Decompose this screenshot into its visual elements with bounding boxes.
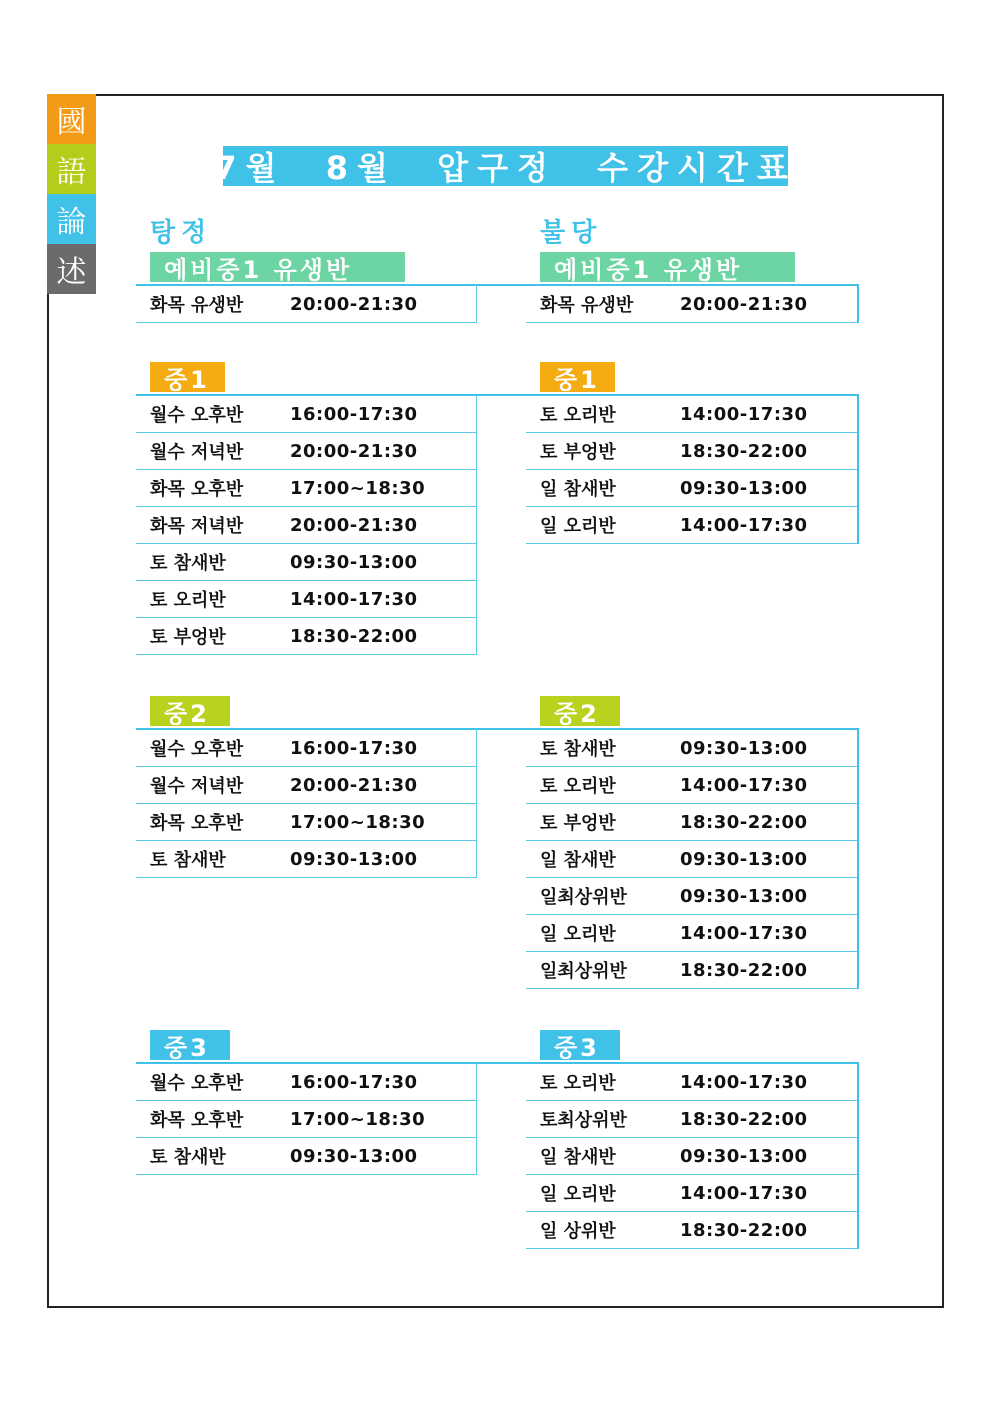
class-time: 18:30-22:00 [680,440,808,462]
schedule-row [136,286,476,323]
class-time: 16:00-17:30 [290,737,418,759]
branch-right-title: 불당 [540,218,603,248]
schedule-row [526,767,857,804]
schedule-row [526,952,857,989]
class-name: 화목 유생반 [150,295,244,316]
class-time: 14:00-17:30 [680,774,808,796]
class-name: 토 부엉반 [540,813,616,834]
logo-char-3: 論 [47,194,96,244]
label-g2-right: 중2 [540,696,620,726]
class-time: 18:30-22:00 [680,1108,808,1130]
class-name: 화목 저녁반 [150,516,244,537]
class-time: 20:00-21:30 [290,440,418,462]
class-name: 토 참새반 [150,553,226,574]
logo-char-2: 語 [47,144,96,194]
class-name: 월수 오후반 [150,1073,244,1094]
logo-char-4: 述 [47,244,96,294]
class-time: 18:30-22:00 [680,811,808,833]
class-name: 토 부엉반 [150,627,226,648]
table-g3-right [526,1062,859,1249]
class-name: 토최상위반 [540,1110,627,1131]
schedule-row [526,396,857,433]
label-pre-left: 예비중1 유생반 [150,252,405,282]
class-name: 토 부엉반 [540,442,616,463]
class-name: 월수 저녁반 [150,776,244,797]
schedule-row [526,915,857,952]
schedule-row [526,878,857,915]
schedule-row [526,841,857,878]
class-time: 14:00-17:30 [680,403,808,425]
schedule-row [136,730,476,767]
class-time: 14:00-17:30 [680,1182,808,1204]
schedule-row [136,1138,476,1175]
logo [47,94,96,294]
class-name: 일최상위반 [540,887,627,908]
table-g2-right [526,728,859,989]
class-name: 일 참새반 [540,479,616,500]
class-time: 20:00-21:30 [680,293,808,315]
class-name: 토 오리반 [540,405,616,426]
class-name: 화목 유생반 [540,295,634,316]
divider-line [476,728,528,730]
class-time: 09:30-13:00 [290,551,418,573]
class-time: 17:00~18:30 [290,477,426,499]
schedule-row [136,433,476,470]
class-time: 09:30-13:00 [290,1145,418,1167]
class-time: 09:30-13:00 [680,1145,808,1167]
class-time: 20:00-21:30 [290,774,418,796]
class-time: 09:30-13:00 [290,848,418,870]
label-g2-left: 중2 [150,696,230,726]
schedule-row [136,581,476,618]
class-time: 17:00~18:30 [290,811,426,833]
class-time: 14:00-17:30 [680,922,808,944]
class-time: 09:30-13:00 [680,477,808,499]
class-name: 일최상위반 [540,961,627,982]
divider-line [476,284,528,286]
table-g3-left [136,1062,477,1175]
schedule-row [526,1212,857,1249]
logo-char-1: 國 [47,94,96,144]
class-name: 토 오리반 [150,590,226,611]
class-name: 화목 오후반 [150,1110,244,1131]
class-name: 일 오리반 [540,516,616,537]
schedule-row [526,730,857,767]
schedule-row [526,470,857,507]
class-name: 월수 저녁반 [150,442,244,463]
label-pre-right: 예비중1 유생반 [540,252,795,282]
label-g1-right: 중1 [540,362,615,392]
class-name: 토 참새반 [150,850,226,871]
class-name: 토 참새반 [150,1147,226,1168]
class-name: 토 참새반 [540,739,616,760]
schedule-row [136,804,476,841]
class-time: 18:30-22:00 [290,625,418,647]
class-name: 일 상위반 [540,1221,616,1242]
page-title: 7월 8월 압구정 수강시간표 [223,146,788,186]
schedule-row [136,841,476,878]
class-name: 토 오리반 [540,1073,616,1094]
class-name: 일 오리반 [540,1184,616,1205]
schedule-row [136,470,476,507]
class-time: 09:30-13:00 [680,737,808,759]
class-name: 화목 오후반 [150,813,244,834]
label-g3-right: 중3 [540,1030,620,1060]
schedule-row [136,1064,476,1101]
schedule-row [526,804,857,841]
class-time: 14:00-17:30 [290,588,418,610]
class-name: 일 오리반 [540,924,616,945]
schedule-row [136,618,476,655]
schedule-row [526,1175,857,1212]
class-time: 20:00-21:30 [290,293,418,315]
class-time: 14:00-17:30 [680,1071,808,1093]
class-name: 월수 오후반 [150,739,244,760]
label-g1-left: 중1 [150,362,225,392]
class-time: 09:30-13:00 [680,885,808,907]
table-g2-left [136,728,477,878]
schedule-row [136,767,476,804]
class-time: 16:00-17:30 [290,403,418,425]
schedule-row [136,1101,476,1138]
branch-left-title: 탕정 [150,218,213,248]
table-g1-left [136,394,477,655]
class-time: 20:00-21:30 [290,514,418,536]
schedule-row [526,1101,857,1138]
class-name: 일 참새반 [540,1147,616,1168]
class-time: 18:30-22:00 [680,1219,808,1241]
label-g3-left: 중3 [150,1030,230,1060]
class-name: 토 오리반 [540,776,616,797]
class-time: 17:00~18:30 [290,1108,426,1130]
class-name: 월수 오후반 [150,405,244,426]
table-g1-right [526,394,859,544]
schedule-row [136,396,476,433]
schedule-row [526,507,857,544]
class-time: 16:00-17:30 [290,1071,418,1093]
table-pre-right [526,284,859,323]
divider-line [476,1062,528,1064]
class-time: 14:00-17:30 [680,514,808,536]
table-pre-left [136,284,477,323]
schedule-row [526,433,857,470]
class-name: 화목 오후반 [150,479,244,500]
class-time: 18:30-22:00 [680,959,808,981]
class-time: 09:30-13:00 [680,848,808,870]
schedule-row [526,286,857,323]
schedule-row [526,1064,857,1101]
class-name: 일 참새반 [540,850,616,871]
schedule-row [136,544,476,581]
schedule-row [136,507,476,544]
divider-line [476,394,528,396]
schedule-row [526,1138,857,1175]
